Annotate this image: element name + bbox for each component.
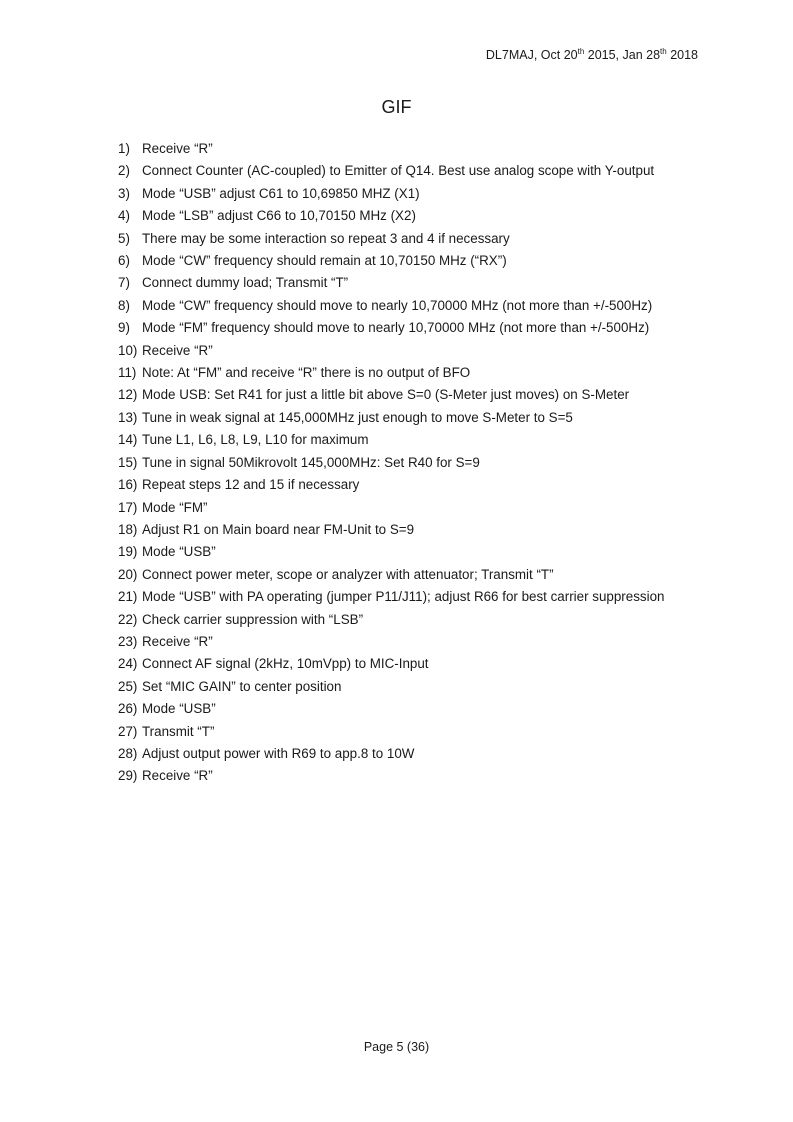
step-text: Transmit “T” — [142, 723, 215, 739]
step-text: Note: At “FM” and receive “R” there is no output of BFO — [142, 365, 471, 381]
step-number: 17) — [118, 499, 138, 515]
step-text: Mode “USB” adjust C61 to 10,69850 MHZ (X1) — [142, 185, 420, 201]
step-number: 14) — [118, 432, 138, 448]
list-item — [118, 429, 678, 451]
list-item — [118, 362, 678, 384]
list-item — [118, 586, 678, 608]
step-text: There may be some interaction so repeat 3 and 4 if necessary — [142, 230, 510, 246]
list-item — [118, 541, 678, 563]
step-number: 28) — [118, 745, 138, 761]
step-text: Mode “FM” — [142, 499, 208, 515]
list-item — [118, 609, 678, 631]
step-text: Connect Counter (AC-coupled) to Emitter of Q14. Best use analog scope with Y-output — [142, 163, 655, 179]
list-item — [118, 765, 678, 787]
step-number: 3) — [118, 185, 130, 201]
list-item — [118, 721, 678, 743]
list-item — [118, 407, 678, 429]
step-number: 25) — [118, 678, 138, 694]
list-item — [118, 250, 678, 272]
step-number: 9) — [118, 320, 130, 336]
list-item — [118, 743, 678, 765]
step-text: Connect dummy load; Transmit “T” — [142, 275, 349, 291]
header-superscript-1: th — [577, 46, 585, 56]
header-author-date: DL7MAJ, Oct 20 — [485, 48, 578, 62]
list-item — [118, 340, 678, 362]
step-number: 19) — [118, 544, 138, 560]
list-item — [118, 228, 678, 250]
step-number: 11) — [118, 365, 137, 381]
step-number: 7) — [118, 275, 130, 291]
step-text: Tune in weak signal at 145,000MHz just enough to move S-Meter to S=5 — [142, 409, 573, 425]
step-text: Receive “R” — [142, 141, 213, 156]
step-text: Adjust output power with R69 to app.8 to 10W — [142, 745, 415, 761]
step-number: 29) — [118, 768, 138, 784]
list-item — [118, 631, 678, 653]
step-number: 15) — [118, 454, 138, 470]
step-number: 27) — [118, 723, 138, 739]
step-number: 20) — [118, 566, 138, 582]
step-number: 2) — [118, 163, 130, 179]
step-text: Check carrier suppression with “LSB” — [142, 611, 364, 627]
step-text: Receive “R” — [142, 342, 213, 358]
step-text: Tune L1, L6, L8, L9, L10 for maximum — [142, 432, 369, 448]
document-title: GIF — [381, 97, 412, 117]
step-number: 18) — [118, 521, 138, 537]
list-item — [118, 183, 678, 205]
header-superscript-2: th — [660, 46, 667, 56]
step-text: Mode USB: Set R41 for just a little bit above S=0 (S-Meter just moves) on S-Meter — [142, 387, 630, 403]
step-text: Mode “USB” — [142, 701, 216, 717]
list-item — [118, 272, 678, 294]
list-item — [118, 452, 678, 474]
step-text: Set “MIC GAIN” to center position — [142, 678, 342, 694]
list-item — [118, 384, 678, 406]
list-item — [118, 698, 678, 720]
header-year: 2018 — [666, 48, 698, 62]
page-number: Page 5 (36) — [363, 1040, 430, 1054]
step-text: Mode “LSB” adjust C66 to 10,70150 MHz (X2) — [142, 208, 416, 224]
list-item — [118, 317, 678, 339]
step-text: Receive “R” — [142, 633, 213, 649]
step-number: 5) — [118, 230, 130, 246]
step-text: Mode “CW” frequency should move to nearly 10,70000 MHz (not more than +/-500Hz) — [142, 297, 653, 313]
page-header — [486, 48, 698, 62]
step-text: Tune in signal 50Mikrovolt 145,000MHz: Set R40 for S=9 — [142, 454, 480, 470]
step-text: Mode “USB” with PA operating (jumper P11/J11); adjust R66 for best carrier suppression — [142, 589, 665, 605]
step-text: Repeat steps 12 and 15 if necessary — [142, 477, 360, 493]
step-number: 6) — [118, 253, 130, 269]
step-text: Mode “USB” — [142, 544, 216, 560]
list-item — [118, 160, 678, 182]
list-item — [118, 676, 678, 698]
step-number: 23) — [118, 633, 138, 649]
step-number: 4) — [118, 208, 130, 224]
list-item — [118, 295, 678, 317]
step-text: Receive “R” — [142, 768, 213, 784]
list-item — [118, 138, 678, 160]
step-number: 8) — [118, 297, 130, 313]
step-number: 12) — [118, 387, 138, 403]
list-item — [118, 519, 678, 541]
step-text: Adjust R1 on Main board near FM-Unit to S=9 — [142, 521, 415, 537]
step-text: Connect AF signal (2kHz, 10mVpp) to MIC-Input — [142, 656, 429, 672]
step-number: 1) — [118, 141, 130, 156]
list-item — [118, 205, 678, 227]
step-number: 10) — [118, 342, 138, 358]
step-text: Mode “FM” frequency should move to nearly 10,70000 MHz (not more than +/-500Hz) — [142, 320, 650, 336]
list-item — [118, 474, 678, 496]
list-item — [118, 564, 678, 586]
step-number: 24) — [118, 656, 138, 672]
step-text: Mode “CW” frequency should remain at 10,70150 MHz (“RX”) — [142, 253, 507, 269]
list-item — [118, 653, 678, 675]
steps-list — [118, 138, 678, 788]
list-item — [118, 497, 678, 519]
step-number: 26) — [118, 701, 138, 717]
header-second-date: 2015, Jan 28 — [584, 48, 661, 62]
step-number: 21) — [118, 589, 138, 605]
step-text: Connect power meter, scope or analyzer with attenuator; Transmit “T” — [142, 566, 554, 582]
step-number: 13) — [118, 409, 138, 425]
step-number: 22) — [118, 611, 138, 627]
step-number: 16) — [118, 477, 138, 493]
